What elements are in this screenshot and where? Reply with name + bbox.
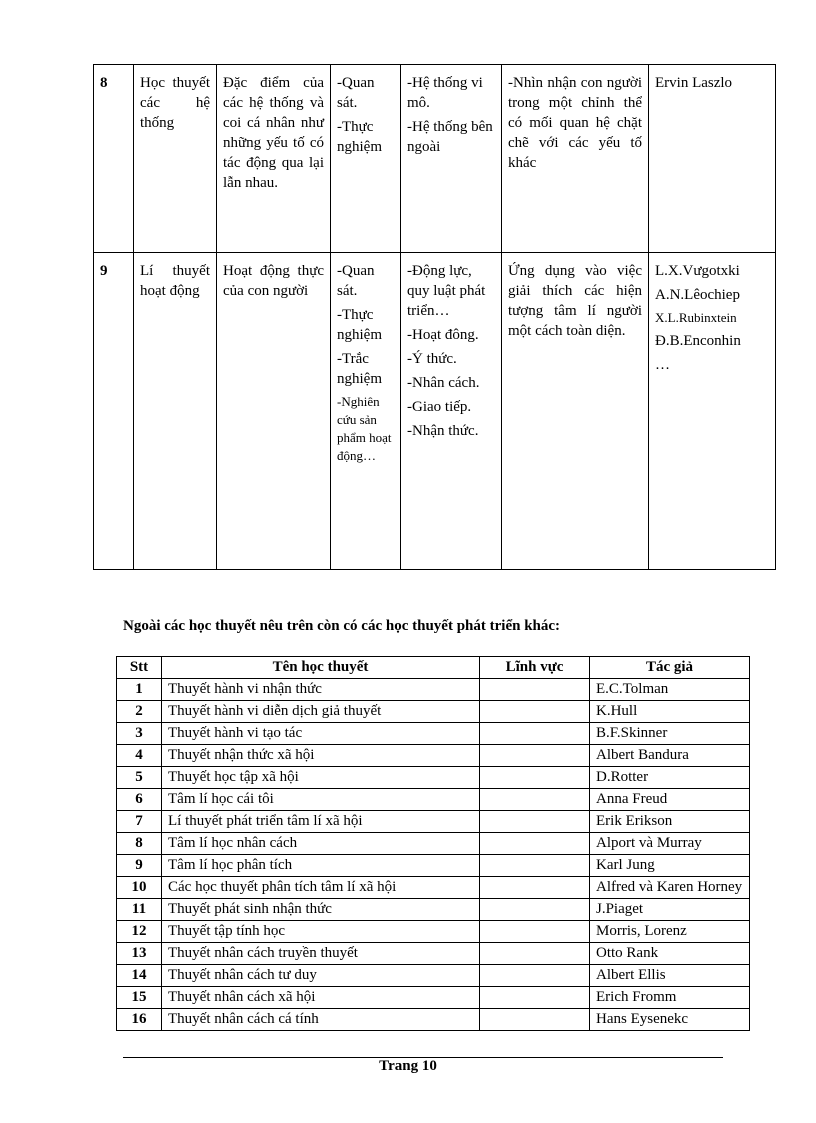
row-author: Karl Jung — [590, 855, 750, 877]
row-author: Albert Ellis — [590, 965, 750, 987]
column-header-name: Tên học thuyết — [162, 657, 480, 679]
row-author: J.Piaget — [590, 899, 750, 921]
row-stt: 9 — [117, 855, 162, 877]
row-stt: 15 — [117, 987, 162, 1009]
row-theory-name: Thuyết học tập xã hội — [162, 767, 480, 789]
method-item: -Quan sát. — [337, 75, 375, 111]
row-field — [480, 943, 590, 965]
row-theory-name: Thuyết hành vi tạo tác — [162, 723, 480, 745]
row-stt: 16 — [117, 1009, 162, 1031]
row-theory-name: Tâm lí học phân tích — [162, 855, 480, 877]
theory-row — [94, 253, 776, 570]
row-theory-name: Các học thuyết phân tích tâm lí xã hội — [162, 877, 480, 899]
focus-item: -Hoạt đông. — [407, 327, 479, 343]
row-theory-name: Tâm lí học nhân cách — [162, 833, 480, 855]
row-theory-name: Tâm lí học cái tôi — [162, 789, 480, 811]
table-row — [117, 789, 750, 811]
row-number: 9 — [94, 253, 134, 570]
row-field — [480, 833, 590, 855]
row-author: Erich Fromm — [590, 987, 750, 1009]
row-author: D.Rotter — [590, 767, 750, 789]
theory-row — [94, 65, 776, 253]
row-stt: 5 — [117, 767, 162, 789]
header-row — [117, 657, 750, 679]
row-stt: 1 — [117, 679, 162, 701]
row-author: Alfred và Karen Horney — [590, 877, 750, 899]
row-field — [480, 921, 590, 943]
row-number: 8 — [94, 65, 134, 253]
row-stt: 10 — [117, 877, 162, 899]
author-item: Đ.B.Enconhin — [655, 333, 741, 349]
author-item: A.N.Lêochiep — [655, 287, 740, 303]
author-item: … — [655, 357, 670, 373]
row-field — [480, 899, 590, 921]
row-theory-name: Thuyết nhân cách tư duy — [162, 965, 480, 987]
column-header-stt: Stt — [117, 657, 162, 679]
focus-item: -Ý thức. — [407, 351, 457, 367]
theory-contribution: -Nhìn nhận con người trong một chỉnh thể có mối quan hệ chặt chẽ với các yếu tố khác — [502, 65, 649, 253]
focus-item: -Hệ thống bên ngoài — [407, 119, 493, 155]
row-author: Morris, Lorenz — [590, 921, 750, 943]
column-header-author: Tác giả — [590, 657, 750, 679]
table-row — [117, 767, 750, 789]
row-field — [480, 965, 590, 987]
row-field — [480, 1009, 590, 1031]
table-row — [117, 987, 750, 1009]
row-field — [480, 789, 590, 811]
row-author: Otto Rank — [590, 943, 750, 965]
theory-name: Lí thuyết hoạt động — [134, 253, 217, 570]
section-heading: Ngoài các học thuyết nêu trên còn có các học thuyết phát triển khác: — [123, 618, 561, 634]
theory-methods — [331, 65, 401, 253]
row-stt: 12 — [117, 921, 162, 943]
focus-item: -Hệ thống vi mô. — [407, 75, 483, 111]
theory-focus — [401, 65, 502, 253]
theory-object: Hoạt động thực của con người — [217, 253, 331, 570]
other-theories-body — [117, 679, 750, 1031]
theory-methods — [331, 253, 401, 570]
row-stt: 2 — [117, 701, 162, 723]
row-field — [480, 767, 590, 789]
row-theory-name: Lí thuyết phát triển tâm lí xã hội — [162, 811, 480, 833]
focus-item: -Giao tiếp. — [407, 399, 472, 415]
table-row — [117, 679, 750, 701]
row-stt: 6 — [117, 789, 162, 811]
author-item: Ervin Laszlo — [655, 75, 733, 91]
row-field — [480, 987, 590, 1009]
row-author: Anna Freud — [590, 789, 750, 811]
focus-item: -Nhân cách. — [407, 375, 480, 391]
column-header-field: Lĩnh vực — [480, 657, 590, 679]
row-theory-name: Thuyết nhận thức xã hội — [162, 745, 480, 767]
table-row — [117, 1009, 750, 1031]
row-stt: 13 — [117, 943, 162, 965]
theory-table — [93, 64, 776, 570]
table-row — [117, 811, 750, 833]
row-stt: 14 — [117, 965, 162, 987]
method-item: -Quan sát. — [337, 263, 375, 299]
theory-authors — [649, 253, 776, 570]
row-author: Erik Erikson — [590, 811, 750, 833]
row-author: B.F.Skinner — [590, 723, 750, 745]
row-author: Alport và Murray — [590, 833, 750, 855]
method-item: -Nghiên cứu sản phẩm hoạt động… — [337, 394, 392, 463]
author-item: X.L.Rubinxtein — [655, 310, 737, 325]
row-stt: 4 — [117, 745, 162, 767]
row-theory-name: Thuyết hành vi nhận thức — [162, 679, 480, 701]
method-item: -Thực nghiệm — [337, 307, 382, 343]
row-stt: 7 — [117, 811, 162, 833]
row-stt: 8 — [117, 833, 162, 855]
row-field — [480, 679, 590, 701]
method-item: -Thực nghiệm — [337, 119, 382, 155]
author-item: L.X.Vưgotxki — [655, 263, 740, 279]
theory-authors — [649, 65, 776, 253]
row-theory-name: Thuyết phát sinh nhận thức — [162, 899, 480, 921]
other-theories-table — [116, 656, 750, 1031]
row-theory-name: Thuyết tập tính học — [162, 921, 480, 943]
row-theory-name: Thuyết hành vi diễn dịch giả thuyết — [162, 701, 480, 723]
row-stt: 11 — [117, 899, 162, 921]
table-row — [117, 899, 750, 921]
row-field — [480, 745, 590, 767]
table-row — [117, 855, 750, 877]
row-field — [480, 811, 590, 833]
row-author: K.Hull — [590, 701, 750, 723]
table-row — [117, 877, 750, 899]
row-field — [480, 701, 590, 723]
table-row — [117, 921, 750, 943]
row-author: Hans Eysenekc — [590, 1009, 750, 1031]
focus-item: -Nhận thức. — [407, 423, 479, 439]
row-field — [480, 877, 590, 899]
table-row — [117, 723, 750, 745]
page-number: Trang 10 — [379, 1058, 437, 1074]
theory-focus — [401, 253, 502, 570]
row-field — [480, 855, 590, 877]
theory-name: Học thuyết các hệ thống — [134, 65, 217, 253]
row-author: Albert Bandura — [590, 745, 750, 767]
method-item: -Trắc nghiệm — [337, 351, 382, 387]
theory-contribution: Ứng dụng vào việc giải thích các hiện tượng tâm lí người một cách toàn diện. — [502, 253, 649, 570]
row-stt: 3 — [117, 723, 162, 745]
table-row — [117, 965, 750, 987]
table-row — [117, 745, 750, 767]
table-row — [117, 943, 750, 965]
theory-object: Đặc điểm của các hệ thống và coi cá nhân như những yếu tố có tác động qua lại lẫn nhau. — [217, 65, 331, 253]
table-row — [117, 701, 750, 723]
row-field — [480, 723, 590, 745]
table-row — [117, 833, 750, 855]
focus-item: -Động lực, quy luật phát triển… — [407, 263, 486, 319]
row-theory-name: Thuyết nhân cách cá tính — [162, 1009, 480, 1031]
row-theory-name: Thuyết nhân cách xã hội — [162, 987, 480, 1009]
row-author: E.C.Tolman — [590, 679, 750, 701]
row-theory-name: Thuyết nhân cách truyền thuyết — [162, 943, 480, 965]
